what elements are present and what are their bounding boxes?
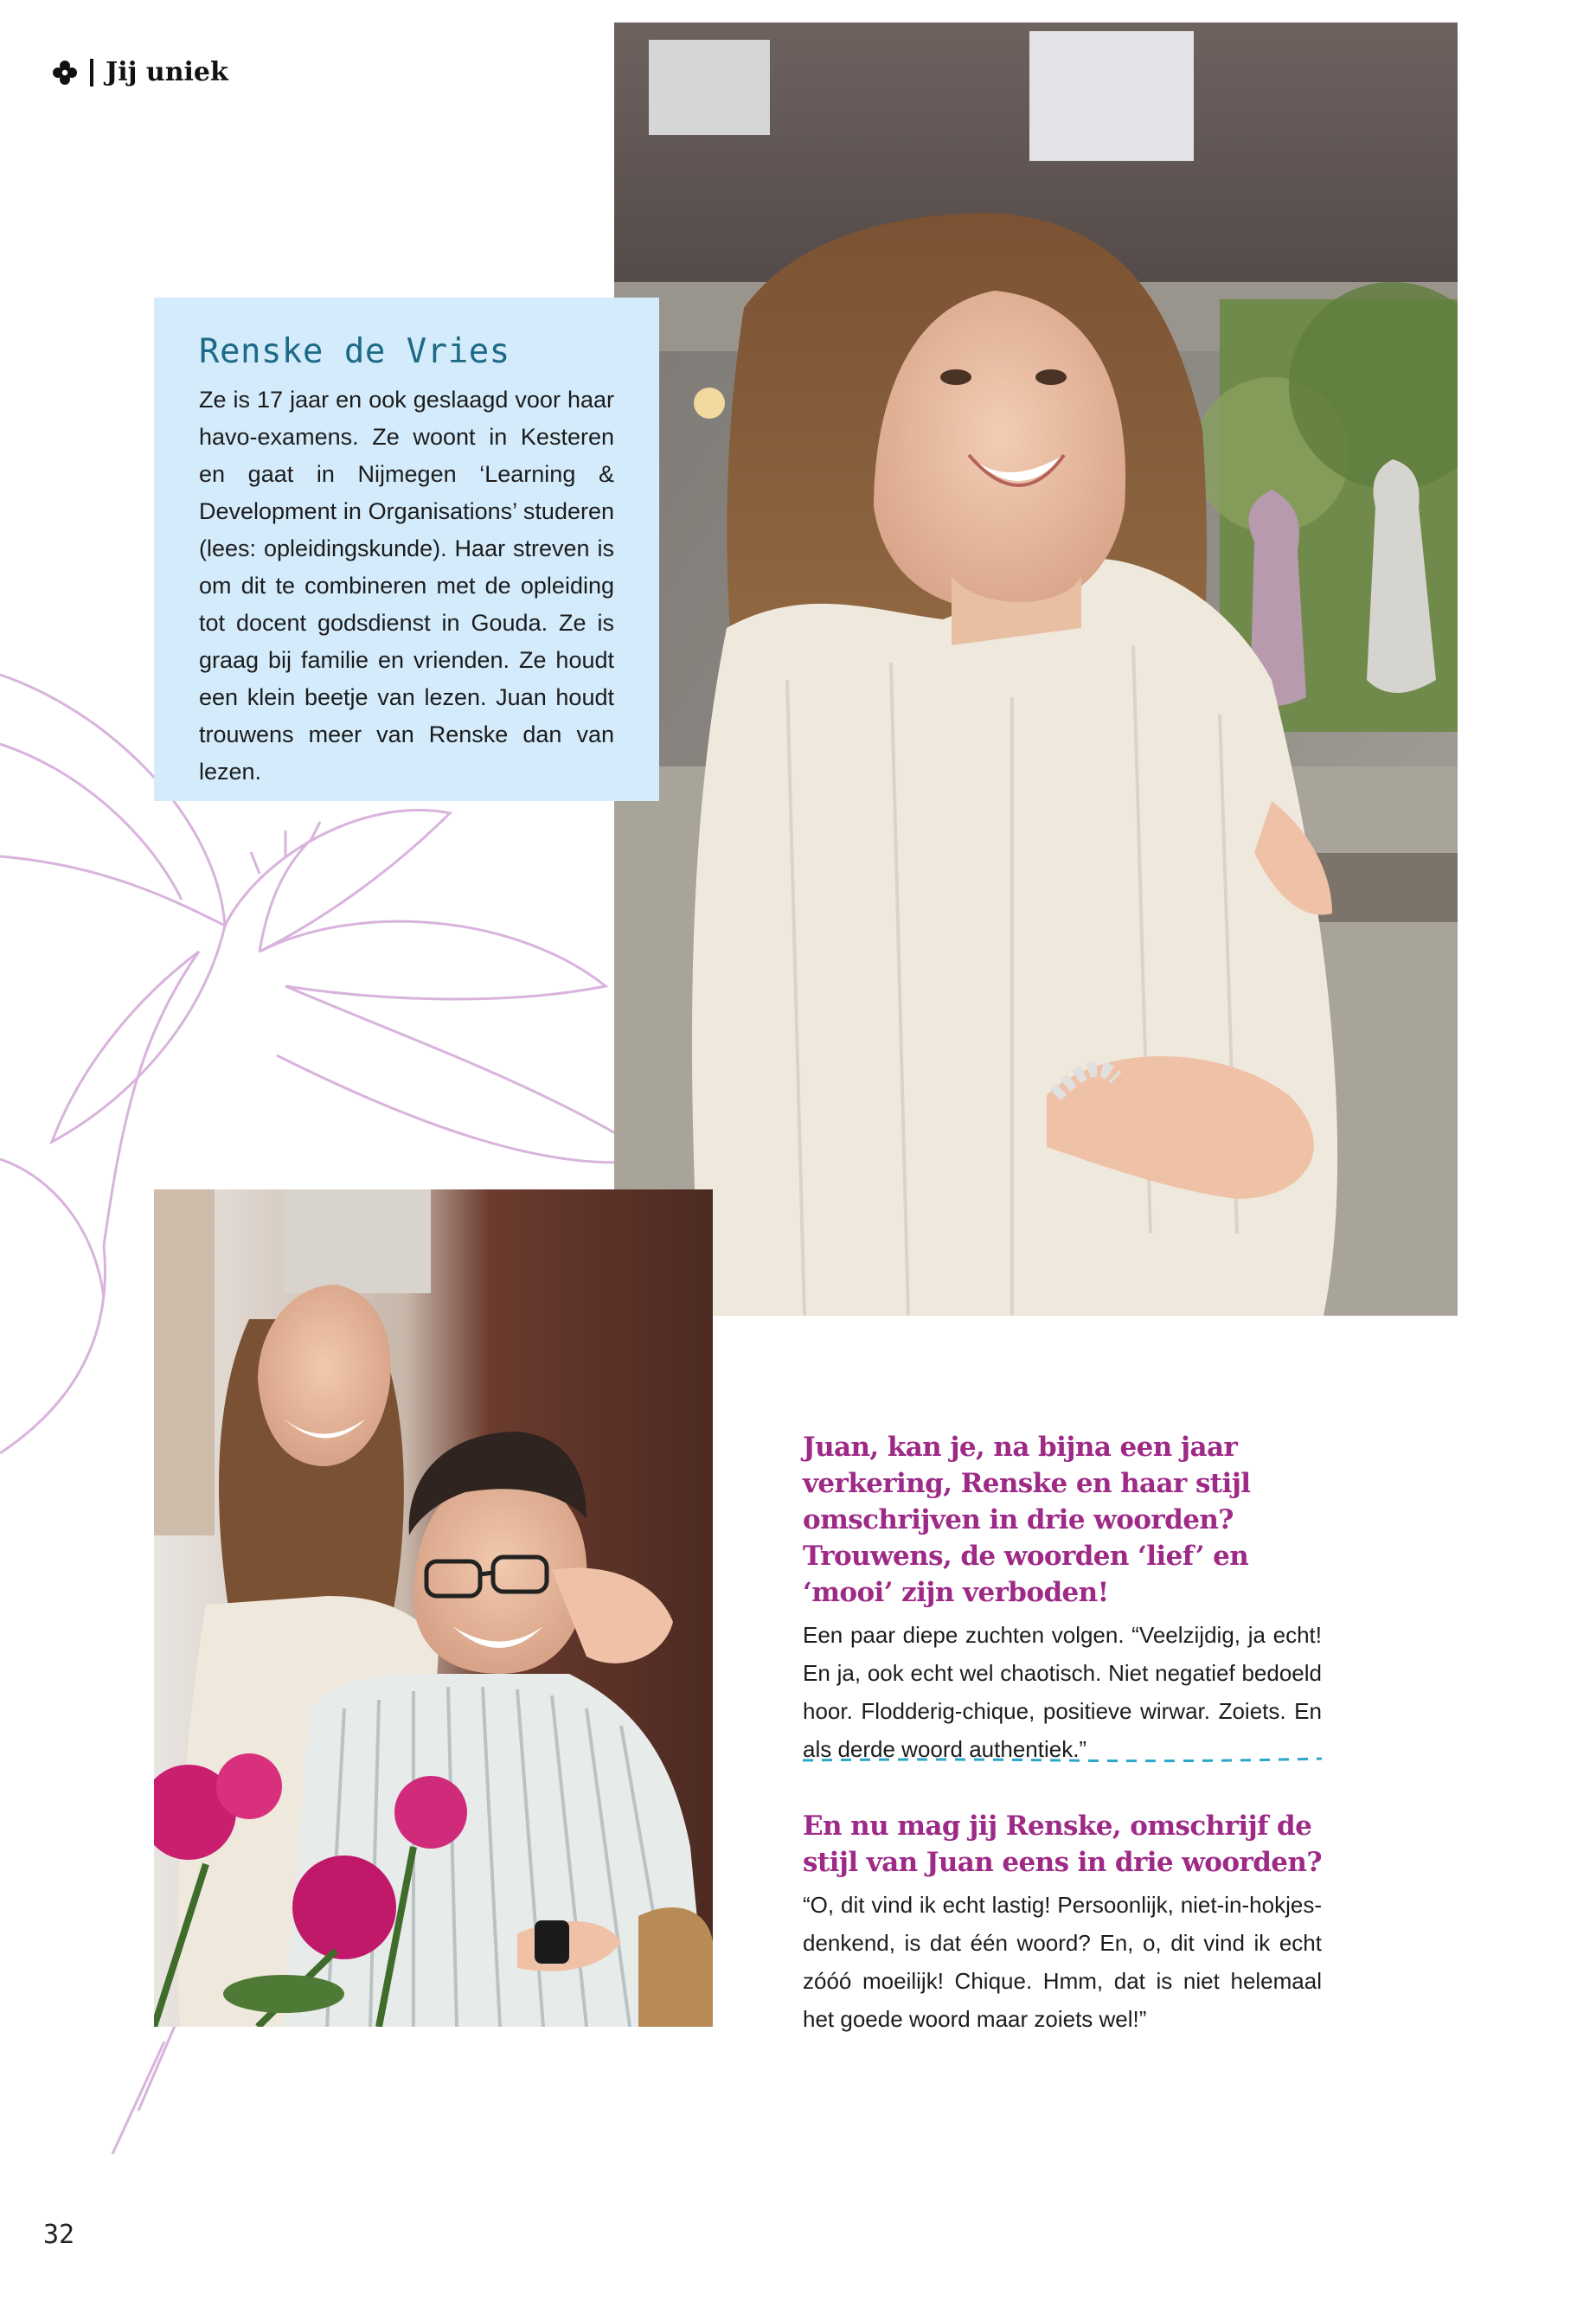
qa-question: En nu mag jij Renske, omschrijf de stijl van Juan eens in drie woorden? [803, 1811, 1322, 1878]
flower-icon [52, 60, 78, 86]
section-title: Jij uniek [106, 57, 228, 87]
bio-card [154, 298, 659, 801]
qa-block-juan [803, 1429, 1322, 1768]
bio-text: Ze is 17 jaar en ook geslaagd voor haar havo-examens. Ze woont in Kesteren en gaat in Nijmegen ‘Learning & Development in Organisations’ studeren (lees: opleidingskunde). Haar streven is om dit te combineren met de opleiding tot docent godsdienst in Gouda. Ze is graag bij familie en vrienden. Ze houdt een klein beetje van lezen. Juan houdt trouwens meer van Renske dan van lezen. [199, 387, 614, 785]
qa-answer: “O, dit vind ik echt lastig! Persoonlijk, niet-in-hokjes-denkend, is dat één woord? En, o, dit vind ik echt zóóó moeilijk! Chique. Hmm, dat is niet helemaal het goede woord maar zoiets wel!” [803, 1892, 1322, 2032]
bio-name: Renske de Vries [199, 332, 510, 371]
qa-answer: Een paar diepe zuchten volgen. “Veelzijdig, ja echt! En ja, ook echt wel chaotisch. Niet negatief bedoeld hoor. Flodderig-chique, positieve wirwar. Zoiets. En als derde woord authentiek.” [803, 1622, 1322, 1762]
dashed-divider [803, 1754, 1322, 1766]
header-divider [90, 59, 93, 87]
page-number: 32 [43, 2220, 75, 2250]
qa-block-renske [803, 1808, 1322, 2038]
portrait-photo [614, 22, 1458, 1316]
qa-question: Juan, kan je, na bijna een jaar verkering, Renske en haar stijl omschrijven in drie woorden? Trouwens, de woorden ‘lief’ en ‘mooi’ zijn verboden! [803, 1432, 1251, 1608]
couple-photo [154, 1189, 713, 2027]
section-header [52, 57, 228, 87]
